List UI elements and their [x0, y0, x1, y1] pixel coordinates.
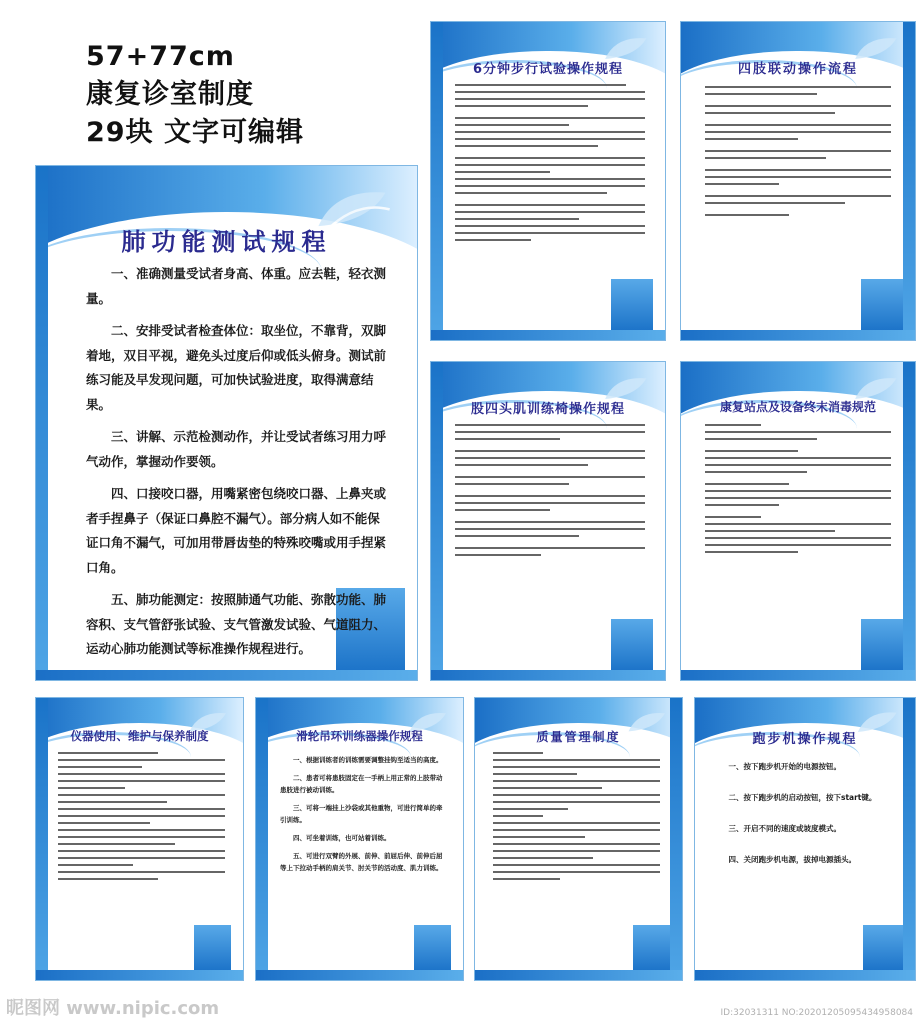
panel-title: 四肢联动操作流程: [737, 62, 858, 77]
panel-title: 股四头肌训练椅操作规程: [470, 402, 625, 417]
panel-limb: [680, 21, 916, 341]
header-size: 57+77cm: [86, 41, 235, 72]
paragraph: 一、按下跑步机开始的电源按钮。: [728, 762, 841, 771]
panel-treadmill: [694, 697, 916, 981]
paragraph: 三、可将一端挂上沙袋或其他重物，可进行简单的牵引训练。: [280, 804, 443, 824]
panel-quality: [474, 697, 683, 981]
panel-title: 跑步机操作规程: [752, 732, 858, 747]
panel-body-placeholder: [455, 84, 645, 246]
header: [86, 38, 406, 152]
panel-title: 仪器使用、维护与保养制度: [70, 729, 209, 743]
paragraph: 一、根据训练者的训练需要调整挂钩至适当的高度。: [293, 756, 443, 764]
panel-title: 康复站点及设备终末消毒规范: [719, 400, 876, 414]
watermark-site: 昵图网 www.nipic.com: [6, 998, 220, 1019]
panel-walk6: [430, 21, 666, 341]
paragraph: 四、可坐着训练，也可站着训练。: [293, 834, 391, 842]
paragraph: 二、安排受试者检查体位：取坐位，不靠背，双脚着地，双目平视，避免头过度后仰或低头俯身。测试前练习能及早发现问题，可加快试验进度，取得满意结果。: [86, 323, 387, 412]
panel-body-placeholder: [493, 752, 660, 885]
paragraph: 四、口接咬口器，用嘴紧密包绕咬口器、上鼻夹或者手捏鼻子（保证口鼻腔不漏气）。部分病人如不能保证口角不漏气，可加用带唇齿垫的特殊咬嘴或用手捏紧口角。: [86, 486, 387, 575]
watermark-id: ID:32031311 NO:20201205095434958084: [720, 1008, 913, 1018]
panel-body-placeholder: [455, 424, 645, 561]
panel-body-placeholder: [705, 86, 891, 221]
panel-title: 6分钟步行试验操作规程: [472, 62, 624, 77]
paragraph: 四、关闭跑步机电源，拔掉电源插头。: [728, 855, 856, 864]
paragraph: 五、肺功能测定：按照肺通气功能、弥散功能、肺容积、支气管舒张试验、支气管激发试验、气道阻力、运动心肺功能测试等标准操作规程进行。: [86, 592, 387, 656]
panel-body: [86, 262, 387, 662]
header-title: 康复诊室制度: [86, 79, 254, 110]
panel-pulley: [255, 697, 464, 981]
panel-title: 质量管理制度: [536, 730, 621, 744]
panel-body-placeholder: [58, 752, 225, 885]
panel-instrument: [35, 697, 244, 981]
paragraph: 二、患者可将患肢固定在一手柄上用正常的上肢带动患肢进行被动训练。: [280, 774, 443, 794]
panel-body: [280, 754, 443, 874]
panel-title: 滑轮吊环训练器操作规程: [296, 729, 423, 743]
panel-quad: [430, 361, 666, 681]
panel-lung: [35, 165, 418, 681]
paragraph: 一、准确测量受试者身高、体重。应去鞋，轻衣测量。: [86, 266, 387, 306]
paragraph: 三、讲解、示范检测动作，并让受试者练习用力呼气动作，掌握动作要领。: [86, 429, 387, 469]
paragraph: 三、开启不同的速度或坡度模式。: [728, 824, 841, 833]
panel-title: 肺功能测试规程: [121, 228, 332, 256]
panel-body: [721, 760, 893, 866]
header-note: 29块 文字可编辑: [86, 117, 304, 148]
panel-disinfect: [680, 361, 916, 681]
panel-body-placeholder: [705, 424, 891, 558]
paragraph: 二、按下跑步机的启动按钮，按下start键。: [728, 793, 877, 802]
paragraph: 五、可进行双臂的外展、前伸、前屈后伸、前伸后屈等上下拉动手柄的肩关节、肘关节的活动度、肌力训练。: [280, 852, 443, 872]
